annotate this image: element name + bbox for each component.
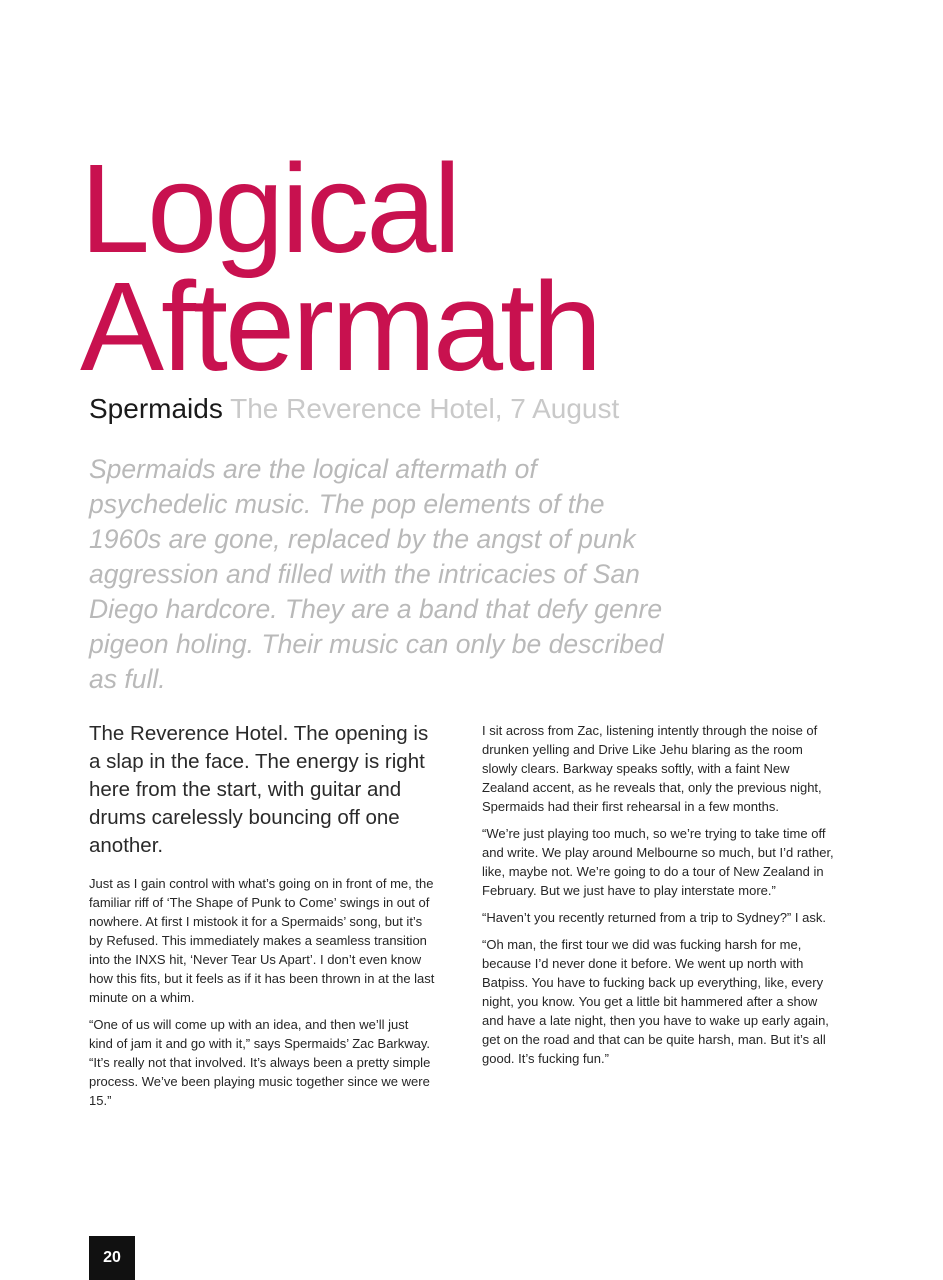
page-number: 20 bbox=[89, 1236, 135, 1280]
right-column bbox=[482, 721, 834, 1076]
body-paragraph: I sit across from Zac, listening intently through the noise of drunken yelling and Drive Like Jehu blaring as the room slowly clears. Barkway speaks softly, with a faint New Zealand accent, as he reveals that, only the previous night, Spermaids had their first rehearsal in a few months. bbox=[482, 723, 822, 814]
standfirst: Spermaids are the logical aftermath of psychedelic music. The pop elements of the 1960s are gone, replaced by the angst of punk aggression and filled with the intricacies of San Diego hardcore. They are a band that defy genre pigeon holing. Their music can only be described as full. bbox=[89, 454, 664, 694]
body-paragraph: “We’re just playing too much, so we’re trying to take time off and write. We play around Melbourne so much, but I’d rather, like, maybe not. We’re going to do a tour of New Zealand in February. But we just have to play interstate more.” bbox=[482, 826, 834, 898]
lead-paragraph: The Reverence Hotel. The opening is a slap in the face. The energy is right here from the start, with guitar and drums carelessly bouncing off one another. bbox=[89, 722, 429, 857]
body-paragraph: “One of us will come up with an idea, and then we’ll just kind of jam it and go with it,” says Spermaids’ Zac Barkway. “It’s really not that involved. It’s always been a pretty simple process. We’ve been playing music together since we were 15.” bbox=[89, 1017, 431, 1108]
article-subtitle bbox=[89, 392, 619, 426]
band-name: Spermaids bbox=[89, 393, 223, 424]
article-title bbox=[80, 138, 600, 397]
left-column bbox=[89, 720, 435, 1118]
body-paragraph: “Oh man, the first tour we did was fucking harsh for me, because I’d never done it before. We went up north with Batpiss. You have to fucking back up everything, like, every night, you know. You get a little bit hammered after a show and have a late night, then you have to wake up early again, get on the road and that can be quite harsh, man. But it’s all good. It’s fucking fun.” bbox=[482, 937, 829, 1066]
article-title-line-1: Logical bbox=[80, 138, 459, 279]
body-paragraph: Just as I gain control with what’s going on in front of me, the familiar riff of ‘The Shape of Punk to Come’ swings in out of nowhere. At first I mistook it for a Spermaids’ song, but it’s by Refused. This immediately makes a seamless transition into the INXS hit, ‘Never Tear Us Apart’. I don’t even know how this fits, but it feels as if it has been thrown in at the last minute on a whim. bbox=[89, 876, 435, 1005]
body-paragraph: “Haven’t you recently returned from a trip to Sydney?” I ask. bbox=[482, 910, 826, 925]
article-title-line-2: Aftermath bbox=[80, 256, 600, 397]
venue-date: The Reverence Hotel, 7 August bbox=[230, 393, 620, 424]
